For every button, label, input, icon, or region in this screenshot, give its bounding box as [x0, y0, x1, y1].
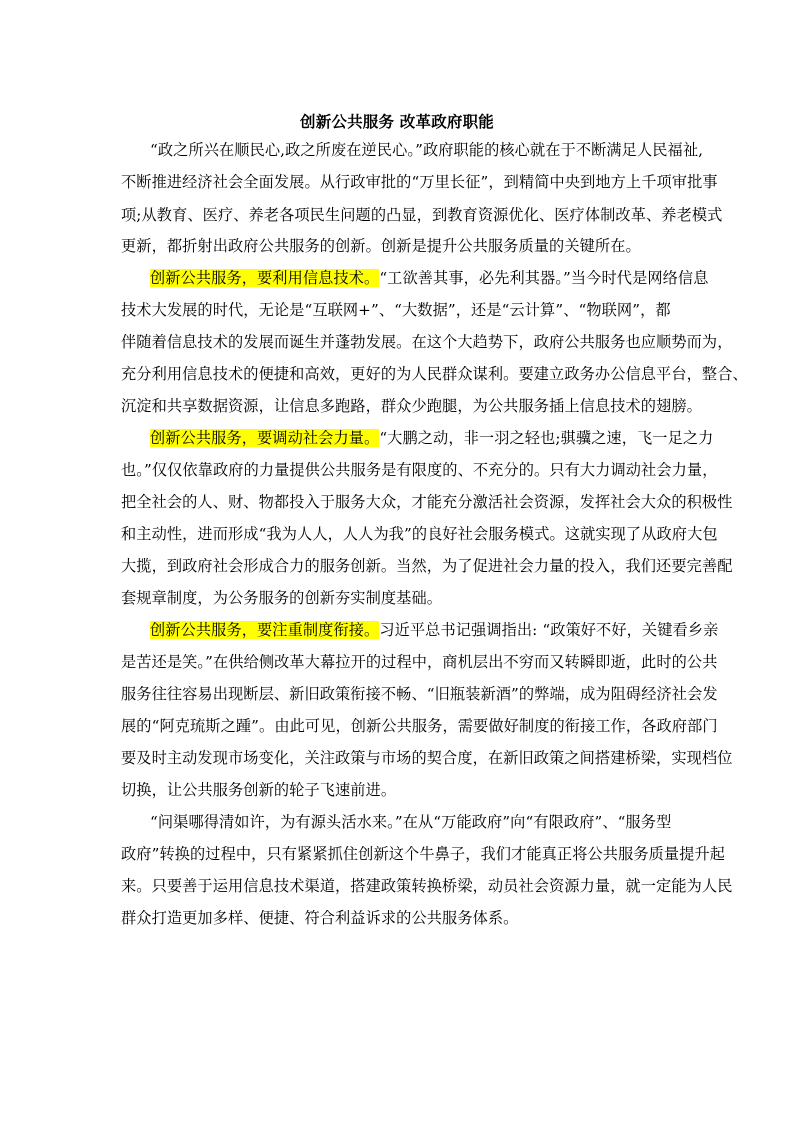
body-text: 更新，都折射出政府公共服务的创新。创新是提升公共服务质量的关键所在。 — [121, 237, 641, 255]
highlighted-heading: 创新公共服务，要调动社会力量。 — [150, 429, 380, 447]
highlighted-heading: 创新公共服务，要注重制度衔接。 — [150, 621, 380, 639]
body-text: 充分利用信息技术的便捷和高效，更好的为人民群众谋利。要建立政务办公信息平台，整合、 — [121, 365, 748, 383]
body-line — [121, 205, 722, 225]
body-line — [121, 748, 733, 768]
body-text: 政府”转换的过程中，只有紧紧抓住创新这个牛鼻子，我们才能真正将公共服务质量提升起 — [121, 845, 726, 863]
body-text: “大鹏之动，非一羽之轻也;骐骥之速，飞一足之力 — [379, 429, 714, 447]
body-text: 也。”仅仅依靠政府的力量提供公共服务是有限度的、不充分的。只有大力调动社会力量， — [121, 461, 718, 479]
document-title: 创新公共服务 改革政府职能 — [300, 112, 494, 131]
body-text: 和主动性，进而形成“我为人人，人人为我”的良好社会服务模式。这就实现了从政府大包 — [121, 525, 718, 543]
body-line — [121, 300, 671, 320]
body-line — [121, 460, 717, 480]
body-line — [121, 172, 718, 192]
body-text: “工欲善其事，必先利其器。”当今时代是网络信息 — [379, 269, 709, 287]
body-line — [121, 364, 748, 384]
body-line — [121, 684, 718, 704]
body-text: 是苦还是笑。”在供给侧改革大幕拉开的过程中，商机层出不穷而又转瞬即逝，此时的公共 — [121, 653, 718, 671]
body-line — [121, 844, 725, 864]
body-line — [150, 812, 671, 832]
body-line — [150, 620, 718, 640]
body-text: 沉淀和共享数据资源，让信息多跑路，群众少跑腿，为公共服务插上信息技术的翅膀。 — [121, 397, 702, 415]
body-text: “政之所兴在顺民心,政之所废在逆民心。”政府职能的核心就在于不断满足人民福祉, — [150, 141, 704, 159]
body-line — [121, 652, 717, 672]
body-text: 技术大发展的时代，无论是“互联网+”、“大数据”，还是“云计算”、“物联网”，都 — [121, 301, 671, 319]
body-text: 项;从教育、医疗、养老各项民生问题的凸显，到教育资源优化、医疗体制改革、养老模式 — [121, 206, 723, 224]
body-line — [121, 556, 733, 576]
body-line — [121, 492, 733, 512]
body-text: 把全社会的人、财、物都投入于服务大众，才能充分激活社会资源，发挥社会大众的积极性 — [121, 493, 733, 511]
body-line — [121, 524, 718, 544]
highlighted-heading: 创新公共服务，要利用信息技术。 — [150, 269, 380, 287]
body-line — [121, 716, 718, 736]
body-text: 服务往往容易出现断层、新旧政策衔接不畅、“旧瓶装新酒”的弊端，成为阻碍经济社会发 — [121, 685, 718, 703]
body-line — [150, 428, 713, 448]
body-text: 不断推进经济社会全面发展。从行政审批的“万里长征”，到精简中央到地方上千项审批事 — [121, 173, 718, 191]
body-text: 大揽，到政府社会形成合力的服务创新。当然，为了促进社会力量的投入，我们还要完善配 — [121, 557, 733, 575]
body-text: 切换，让公共服务创新的轮子飞速前进。 — [121, 781, 397, 799]
body-line — [150, 268, 708, 288]
body-line — [121, 908, 518, 928]
body-text: 习近平总书记强调指出: “政策好不好，关键看乡亲 — [379, 621, 719, 639]
body-text: 套规章制度，为公务服务的创新夯实制度基础。 — [121, 589, 443, 607]
body-text: 群众打造更加多样、便捷、符合利益诉求的公共服务体系。 — [121, 909, 519, 927]
body-line — [121, 236, 641, 256]
body-text: 来。只要善于运用信息技术渠道，搭建政策转换桥梁，动员社会资源力量，就一定能为人民 — [121, 877, 733, 895]
body-line — [121, 780, 396, 800]
body-line — [121, 588, 442, 608]
body-text: 展的“阿克琉斯之踵”。由此可见，创新公共服务，需要做好制度的衔接工作，各政府部门 — [121, 717, 718, 735]
body-text: “问渠哪得清如许，为有源头活水来。”在从“万能政府”向“有限政府”、“服务型 — [150, 813, 672, 831]
body-line — [121, 396, 702, 416]
body-line — [121, 876, 733, 896]
body-line — [150, 140, 703, 160]
body-line — [121, 332, 733, 352]
body-text: 伴随着信息技术的发展而诞生并蓬勃发展。在这个大趋势下，政府公共服务也应顺势而为， — [121, 333, 733, 351]
body-text: 要及时主动发现市场变化，关注政策与市场的契合度，在新旧政策之间搭建桥梁，实现档位 — [121, 749, 733, 767]
